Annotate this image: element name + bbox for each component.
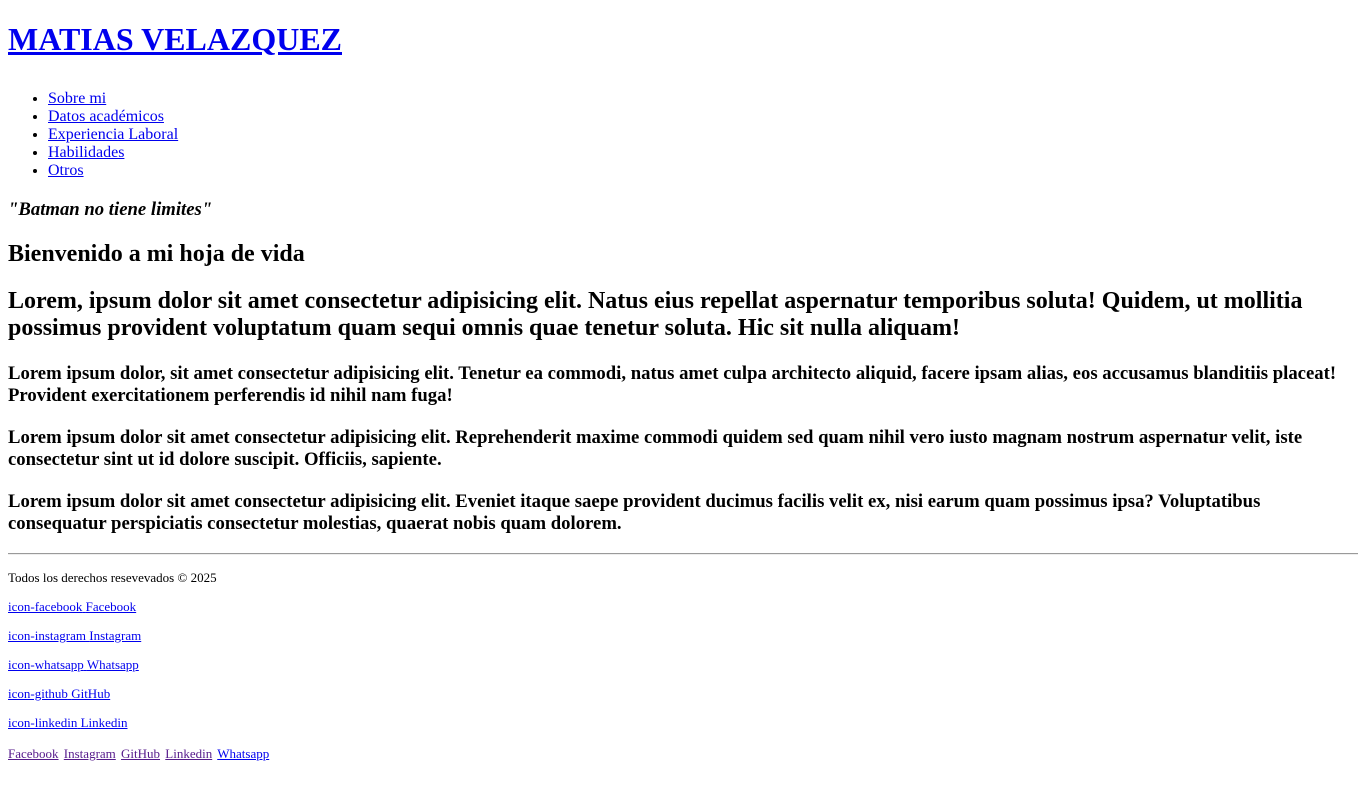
paragraph: Lorem ipsum dolor sit amet consectetur adipisicing elit. Eveniet itaque saepe provident ducimus facilis velit ex, nisi earum quam possimus ipsa? Voluptatibus consequatur perspiciatis consectetur molestias, quaerat nobis quam dolorem. xyxy=(8,491,1261,534)
main-nav xyxy=(8,90,1358,180)
nav-item-experiencia-laboral xyxy=(48,126,1358,144)
social-link-facebook[interactable] xyxy=(8,599,136,614)
nav-link-datos-academicos[interactable]: Datos académicos xyxy=(48,108,164,125)
social-label: Linkedin xyxy=(80,715,128,730)
nav-link-habilidades[interactable]: Habilidades xyxy=(48,144,125,161)
copyright-text: Todos los derechos resevevados © 2025 xyxy=(8,570,217,585)
linkedin-icon: icon-linkedin xyxy=(8,715,78,730)
quote: "Batman no tiene limites" xyxy=(8,199,213,220)
nav-item-datos-academicos xyxy=(48,108,1358,126)
footer-link-facebook[interactable]: Facebook xyxy=(8,746,59,761)
welcome-heading: Bienvenido a mi hoja de vida xyxy=(8,241,305,267)
paragraph: Lorem ipsum dolor, sit amet consectetur adipisicing elit. Tenetur ea commodi, natus amet culpa architecto aliquid, facere ipsam alias, eos accusamus blanditiis placeat! Provident exercitationem perferendis id nihil nam fuga! xyxy=(8,363,1337,406)
footer-link-whatsapp[interactable]: Whatsapp xyxy=(217,746,270,761)
github-icon: icon-github xyxy=(8,686,68,701)
social-link-github-row xyxy=(8,686,1358,701)
social-link-whatsapp-row xyxy=(8,657,1358,672)
facebook-icon: icon-facebook xyxy=(8,599,83,614)
social-label: GitHub xyxy=(71,686,111,701)
nav-link-experiencia-laboral[interactable]: Experiencia Laboral xyxy=(48,126,179,143)
footer-link-github[interactable]: GitHub xyxy=(121,746,161,761)
social-link-instagram-row xyxy=(8,628,1358,643)
social-label: Whatsapp xyxy=(86,657,139,672)
social-link-instagram[interactable] xyxy=(8,628,141,643)
social-link-facebook-row xyxy=(8,599,1358,614)
social-link-linkedin-row xyxy=(8,715,1358,730)
paragraph: Lorem ipsum dolor sit amet consectetur adipisicing elit. Reprehenderit maxime commodi quidem sed quam nihil vero iusto magnam nostrum aspernatur velit, iste consectetur sint ut id dolore suscipit. Officiis, sapiente. xyxy=(8,427,1303,470)
footer-link-instagram[interactable]: Instagram xyxy=(63,746,116,761)
nav-link-sobre-mi[interactable]: Sobre mi xyxy=(48,90,107,107)
social-link-linkedin[interactable] xyxy=(8,715,128,730)
lead-heading: Lorem, ipsum dolor sit amet consectetur adipisicing elit. Natus eius repellat aspernatur temporibus soluta! Quidem, ut mollitia possimus provident voluptatum quam sequi omnis quae tenetur soluta. Hic sit nulla aliquam! xyxy=(8,288,1303,341)
footer xyxy=(8,570,1358,761)
nav-link-otros[interactable]: Otros xyxy=(48,162,84,179)
footer-links xyxy=(8,746,1358,761)
social-link-whatsapp[interactable] xyxy=(8,657,139,672)
nav-item-sobre-mi xyxy=(48,90,1358,108)
whatsapp-icon: icon-whatsapp xyxy=(8,657,84,672)
social-label: Facebook xyxy=(85,599,137,614)
nav-item-otros xyxy=(48,162,1358,180)
page xyxy=(0,21,1366,761)
social-link-github[interactable] xyxy=(8,686,110,701)
footer-divider xyxy=(8,553,1358,555)
footer-link-linkedin[interactable]: Linkedin xyxy=(165,746,213,761)
site-title-link[interactable]: MATIAS VELAZQUEZ xyxy=(8,21,342,57)
site-title xyxy=(8,21,1358,58)
nav-item-habilidades xyxy=(48,144,1358,162)
social-label: Instagram xyxy=(89,628,142,643)
instagram-icon: icon-instagram xyxy=(8,628,86,643)
